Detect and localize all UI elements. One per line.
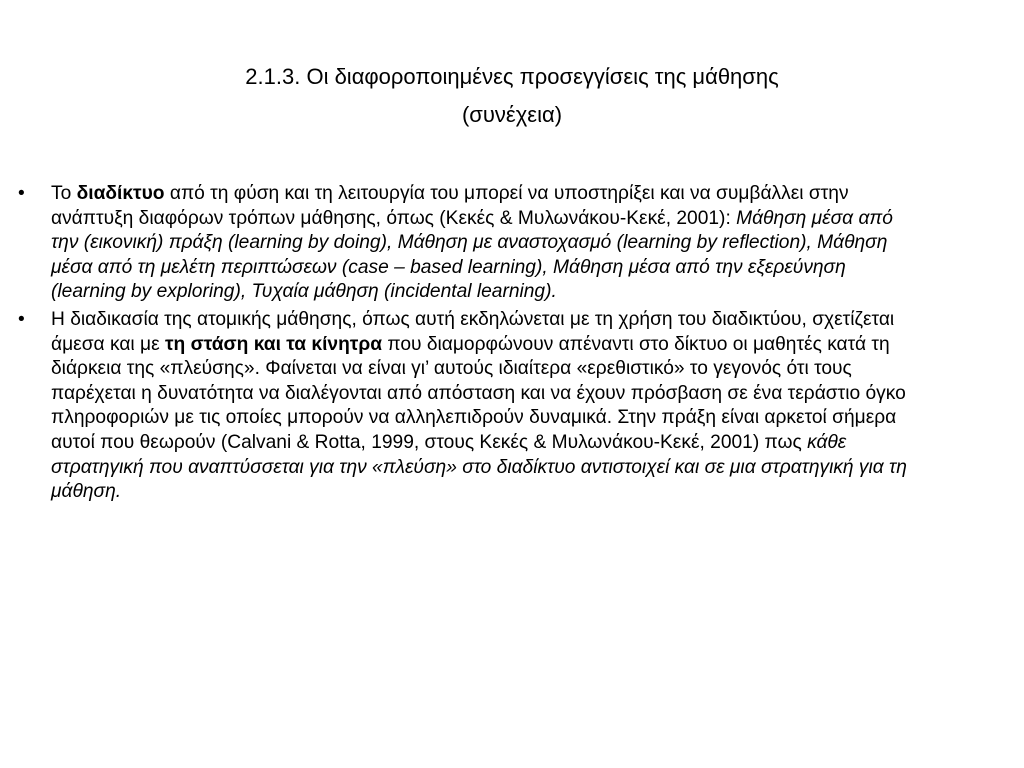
bullet-list: [18, 182, 916, 508]
bullet-text-bold: διαδίκτυο: [76, 183, 165, 204]
slide-title-line-2: (συνέχεια): [461, 102, 563, 127]
bullet-text-plain: Το: [51, 183, 77, 204]
bullet-text-italic: κάθε στρατηγική που αναπτύσσεται για την «πλεύση» στο διαδίκτυο αντιστοιχεί και σε μια στρατηγική για τη μάθηση.: [51, 431, 907, 503]
bullet-text: [51, 182, 916, 305]
slide-title: [112, 58, 912, 134]
slide-title-line-1: 2.1.3. Οι διαφοροποιημένες προσεγγίσεις της μάθησης: [245, 64, 779, 89]
bullet-text-bold: τη στάση και τα κίνητρα: [164, 333, 383, 355]
bullet-text: [51, 308, 916, 505]
bullet-point-icon: •: [18, 183, 25, 204]
bullet-text-plain: Η διαδικασία της ατομικής μάθησης, όπως αυτή εκδηλώνεται με τη χρήση του διαδικτύου, σχετίζεται άμεσα και με: [51, 308, 895, 355]
bullet-text-plain: που διαμορφώνουν απέναντι στο δίκτυο οι μαθητές κατά τη διάρκεια της «πλεύσης». Φαίνεται να είναι γι’ αυτούς ιδιαίτερα «ερεθιστικό» το γεγονός ότι τους παρέχεται η δυνατότητα να διαλέγονται από απόσταση και να έχουν πρόσβαση σε ένα τεράστιο όγκο πληροφοριών με τις οποίες μπορούν να αλληλεπιδρούν δυναμικά. Στην πράξη είναι αρκετοί σήμερα αυτοί που θεωρούν (Calvani & Rotta, 1999, στους Κεκές & Μυλωνάκου-Κεκέ, 2001) πως: [51, 333, 906, 453]
bullet-text-italic: Μάθηση μέσα από την (εικονική) πράξη (learning by doing), Μάθηση με αναστοχασμό (learning by reflection), Μάθηση μέσα από τη μελέτη περιπτώσεων (case – based learning), Μάθηση μέσα από την εξερεύνηση (learning by exploring), Τυχαία μάθηση (incidental learning).: [51, 207, 893, 303]
bullet-item-internet-learning: [18, 182, 916, 305]
bullet-item-individual-learning: [18, 308, 916, 505]
bullet-text-plain: από τη φύση και τη λειτουργία του μπορεί να υποστηρίξει και να συμβάλλει στην ανάπτυξη διαφόρων τρόπων μάθησης, όπως (Κεκές & Μυλωνάκου-Κεκέ, 2001):: [51, 183, 849, 229]
bullet-point-icon: •: [18, 308, 25, 330]
